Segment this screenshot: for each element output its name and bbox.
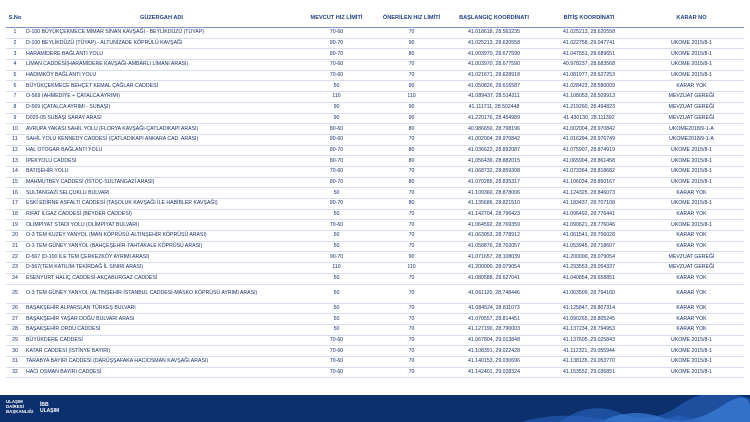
decision-number: MEVZUAT GEREĞİ	[639, 252, 744, 263]
row-number: 26	[6, 303, 24, 314]
current-speed-limit: 80-70	[299, 156, 374, 167]
proposed-speed-limit: 70	[374, 28, 449, 39]
end-coordinate: 41.125847, 28.807314	[539, 303, 639, 314]
start-coordinate: 41.135686, 28.821510	[449, 199, 539, 210]
proposed-speed-limit: 70	[374, 70, 449, 81]
proposed-speed-limit: 70	[374, 367, 449, 378]
start-coordinate: 41.003970, 28.677590	[449, 60, 539, 71]
proposed-speed-limit: 70	[374, 209, 449, 220]
decision-number: UKOME 2015/8-1	[639, 60, 744, 71]
end-coordinate: 41.096492, 28.776441	[539, 209, 639, 220]
current-speed-limit: 70-60	[299, 166, 374, 177]
decision-number: KARAR YOK	[639, 273, 744, 284]
end-coordinate: 41.022758, 29.047741	[539, 38, 639, 49]
route-name: İPEKYOLU CADDESİ	[24, 156, 299, 167]
proposed-speed-limit: 70	[374, 134, 449, 145]
current-speed-limit: 50	[299, 209, 374, 220]
route-name: HAL OTOGAR BAĞLANTI YOLU	[24, 145, 299, 156]
row-number: 16	[6, 188, 24, 199]
row-number: 27	[6, 314, 24, 325]
row-number: 20	[6, 231, 24, 242]
footer-bar	[0, 395, 750, 422]
proposed-speed-limit: 90	[374, 81, 449, 92]
current-speed-limit: 50	[299, 241, 374, 252]
row-number: 6	[6, 81, 24, 92]
current-speed-limit: 50	[299, 188, 374, 199]
proposed-speed-limit: 90	[374, 38, 449, 49]
route-name: KATAR CADDESİ (İSTİNYE BAYIRI)	[24, 346, 299, 357]
end-coordinate: 41.138135, 29.053770	[539, 356, 639, 367]
table-row	[6, 38, 744, 49]
transport-department-logo: ULAŞIM DAİRESİ BAŞKANLIĞI	[6, 399, 34, 414]
start-coordinate: 41.003970, 28.677590	[449, 49, 539, 60]
proposed-speed-limit: 80	[374, 199, 449, 210]
ibb-ulasim-logo: İBB ULAŞIM	[40, 402, 60, 414]
row-number: 5	[6, 70, 24, 81]
start-coordinate: 41.220176, 28.454989	[449, 113, 539, 124]
row-number: 8	[6, 102, 24, 113]
table-row	[6, 314, 744, 325]
row-number: 17	[6, 199, 24, 210]
current-speed-limit: 90-70	[299, 252, 374, 263]
start-coordinate: 41.127190, 28.790003	[449, 324, 539, 335]
table-row	[6, 166, 744, 177]
route-name: BAŞAKŞEHİR ALPARSLAN TÜRKEŞ BULVARI	[24, 303, 299, 314]
header-route-name: GÜZERGAH ADI	[24, 9, 299, 28]
start-coordinate: 41.021671, 28.628918	[449, 70, 539, 81]
current-speed-limit: 70-60	[299, 346, 374, 357]
current-speed-limit: 50	[299, 81, 374, 92]
proposed-speed-limit: 80	[374, 124, 449, 135]
start-coordinate: 41.036622, 28.892087	[449, 145, 539, 156]
row-number: 18	[6, 209, 24, 220]
row-number: 19	[6, 220, 24, 231]
row-number: 29	[6, 335, 24, 346]
start-coordinate: 41.140153, 29.030696	[449, 356, 539, 367]
end-coordinate: 41.002004, 28.970842	[539, 124, 639, 135]
table-row	[6, 60, 744, 71]
route-name: O-3 TEM GÜNEY YANYOL (BAHÇEŞEHİR-TAHTAKALE KÖPRÜSÜ ARASI)	[24, 241, 299, 252]
decision-number: UKOME 2015/8-1	[639, 335, 744, 346]
decision-number: UKOME 2015/8-1	[639, 367, 744, 378]
start-coordinate: 41.071657, 28.108039	[449, 252, 539, 263]
end-coordinate: 41.137234, 28.794953	[539, 324, 639, 335]
proposed-speed-limit: 80	[374, 177, 449, 188]
end-coordinate: 41.065904, 28.861458	[539, 156, 639, 167]
start-coordinate: 41.064592, 28.769359	[449, 220, 539, 231]
start-coordinate: 41.070557, 28.814451	[449, 314, 539, 325]
start-coordinate: 41.050826, 28.616587	[449, 81, 539, 92]
proposed-speed-limit: 70	[374, 231, 449, 242]
start-coordinate: 41.061120, 28.748446	[449, 284, 539, 303]
proposed-speed-limit: 70	[374, 314, 449, 325]
start-coordinate: 41.080588, 28.627041	[449, 273, 539, 284]
row-number: 1	[6, 28, 24, 39]
decision-number: KARAR YOK	[639, 231, 744, 242]
route-name: D020-05 SUBAŞI SARAY ARASI	[24, 113, 299, 124]
row-number: 24	[6, 273, 24, 284]
route-name: HARAMİDERE BAĞLANTI YOLU	[24, 49, 299, 60]
table-row	[6, 252, 744, 263]
route-name: SAHİL YOLU KENNEDY CADDESİ (ÇATLADIKAPI ANKARA CAD. ARASI)	[24, 134, 299, 145]
route-name: O-3 TEM GÜNEY YANYOL (ALTINŞEHİR İSTANBUL CADDESİ-MASKO KÖPRÜSÜ AYRIMI ARASI)	[24, 284, 299, 303]
row-number: 15	[6, 177, 24, 188]
table-row	[6, 92, 744, 103]
current-speed-limit: 70-60	[299, 356, 374, 367]
header-no: S.No	[6, 9, 24, 28]
current-speed-limit: 80-70	[299, 49, 374, 60]
current-speed-limit: 90	[299, 102, 374, 113]
row-number: 31	[6, 356, 24, 367]
proposed-speed-limit: 70	[374, 188, 449, 199]
end-coordinate: 41.040854, 28.658851	[539, 273, 639, 284]
end-coordinate: 41.112321, 29.055944	[539, 346, 639, 357]
end-coordinate: 41.063509, 28.794160	[539, 284, 639, 303]
current-speed-limit: 90	[299, 113, 374, 124]
row-number: 13	[6, 156, 24, 167]
header-proposed-limit: ÖNERİLEN HIZ LİMİTİ	[374, 9, 449, 28]
table-row	[6, 263, 744, 274]
proposed-speed-limit: 70	[374, 284, 449, 303]
end-coordinate: 41.183437, 28.707108	[539, 199, 639, 210]
decision-number: MEVZUAT GEREĞİ	[639, 92, 744, 103]
decision-number: UKOME 2015/8-1	[639, 356, 744, 367]
current-speed-limit: 50	[299, 303, 374, 314]
header-current-limit: MEVCUT HIZ LİMİTİ	[299, 9, 374, 28]
decision-number: KARAR YOK	[639, 209, 744, 220]
table-row	[6, 102, 744, 113]
header-start-coordinate: BAŞLANGIÇ KOORDİNATI	[449, 9, 539, 28]
start-coordinate: 41.063053, 28.778912	[449, 231, 539, 242]
decision-number: KARAR YOK	[639, 188, 744, 199]
row-number: 23	[6, 263, 24, 274]
proposed-speed-limit: 70	[374, 335, 449, 346]
end-coordinate: 41.025213, 28.620558	[539, 28, 639, 39]
end-coordinate: 41.200000, 28.079054	[539, 252, 639, 263]
decision-number: KARAR YOK	[639, 81, 744, 92]
current-speed-limit: 110	[299, 92, 374, 103]
decision-number: UKOME 2015/8-1	[639, 220, 744, 231]
row-number: 4	[6, 60, 24, 71]
proposed-speed-limit: 70	[374, 303, 449, 314]
decision-number: UKOME 2015/8-1	[639, 177, 744, 188]
current-speed-limit: 80-70	[299, 145, 374, 156]
current-speed-limit: 80-60	[299, 134, 374, 145]
route-name: RIFAT ILGAZ CADDESİ (BEYDER CADDESİ)	[24, 209, 299, 220]
proposed-speed-limit: 90	[374, 113, 449, 124]
current-speed-limit: 70-60	[299, 367, 374, 378]
end-coordinate: 41.108053, 28.509913	[539, 92, 639, 103]
end-coordinate: 41.106034, 28.850167	[539, 177, 639, 188]
table-header-row	[6, 9, 744, 28]
start-coordinate: 41.200000, 28.079054	[449, 263, 539, 274]
decision-number: KARAR YOK	[639, 324, 744, 335]
end-coordinate: 41.016294, 28.976749	[539, 134, 639, 145]
proposed-speed-limit: 70	[374, 356, 449, 367]
start-coordinate: 41.142704, 28.796423	[449, 209, 539, 220]
route-name: D-569 (ÇATALCA AYRIMI - SUBAŞI)	[24, 102, 299, 113]
decision-number: UKOME 2015/8-1	[639, 49, 744, 60]
speed-limit-table	[6, 9, 744, 378]
decision-number: KARAR YOK	[639, 303, 744, 314]
start-coordinate: 41.067804, 29.013848	[449, 335, 539, 346]
start-coordinate: 40.986650, 28.798196	[449, 124, 539, 135]
row-number: 10	[6, 124, 24, 135]
table-row	[6, 28, 744, 39]
current-speed-limit: 70-60	[299, 70, 374, 81]
decision-number: UKOME 2015/8-1	[639, 156, 744, 167]
start-coordinate: 41.025213, 28.620558	[449, 38, 539, 49]
table-row	[6, 241, 744, 252]
row-number: 28	[6, 324, 24, 335]
row-number: 12	[6, 145, 24, 156]
decision-number: UKOME 2015/8-1	[639, 199, 744, 210]
proposed-speed-limit: 70	[374, 60, 449, 71]
end-coordinate: 41.137605, 29.025843	[539, 335, 639, 346]
start-coordinate: 41.056439, 28.882015	[449, 156, 539, 167]
decision-number: MEVZUAT GEREĞİ	[639, 102, 744, 113]
end-coordinate: 41.075907, 28.874919	[539, 145, 639, 156]
start-coordinate: 41.108391, 29.022428	[449, 346, 539, 357]
end-coordinate: 41.219260, 28.494823	[539, 102, 639, 113]
current-speed-limit: 50	[299, 324, 374, 335]
start-coordinate: 41.109360, 28.878006	[449, 188, 539, 199]
proposed-speed-limit: 80	[374, 49, 449, 60]
start-coordinate: 41.018618, 28.563235	[449, 28, 539, 39]
route-name: BÜYÜKDERE CADDESİ	[24, 335, 299, 346]
row-number: 3	[6, 49, 24, 60]
end-coordinate: 41.073364, 28.818682	[539, 166, 639, 177]
table-row	[6, 273, 744, 284]
decision-number: MEVZUAT GEREĞİ	[639, 263, 744, 274]
current-speed-limit: 80-70	[299, 199, 374, 210]
route-name: BATIŞEHİR YOLU	[24, 166, 299, 177]
header-decision-no: KARAR NO	[639, 9, 744, 28]
table-row	[6, 303, 744, 314]
row-number: 2	[6, 38, 24, 49]
end-coordinate: 41.028423, 28.580009	[539, 81, 639, 92]
proposed-speed-limit: 110	[374, 92, 449, 103]
end-coordinate: 41.053945, 28.718607	[539, 241, 639, 252]
table-row	[6, 81, 744, 92]
proposed-speed-limit: 80	[374, 156, 449, 167]
start-coordinate: 41.058876, 28.702057	[449, 241, 539, 252]
decision-number: UKOME2018/9-1-A	[639, 134, 744, 145]
route-name: D-567(TEM KATILIM-TEKİRDAĞ İL SINIRI ARASI)	[24, 263, 299, 274]
current-speed-limit: 50	[299, 314, 374, 325]
decision-number: UKOME 2015/8-1	[639, 145, 744, 156]
current-speed-limit: 110	[299, 263, 374, 274]
table-row	[6, 356, 744, 367]
table-row	[6, 199, 744, 210]
row-number: 9	[6, 113, 24, 124]
table-row	[6, 134, 744, 145]
current-speed-limit: 70-60	[299, 220, 374, 231]
table-row	[6, 284, 744, 303]
decision-number: KARAR YOK	[639, 241, 744, 252]
row-number: 32	[6, 367, 24, 378]
table-row	[6, 346, 744, 357]
row-number: 25	[6, 284, 24, 303]
table-row	[6, 70, 744, 81]
end-coordinate: 41.090265, 28.805245	[539, 314, 639, 325]
decision-number: UKOME 2015/8-1	[639, 38, 744, 49]
proposed-speed-limit: 70	[374, 241, 449, 252]
table-row	[6, 209, 744, 220]
proposed-speed-limit: 90	[374, 102, 449, 113]
route-name: D-100 BÜYÜKÇEKMECE MİMAR SİNAN KAVŞAĞI - BEYLİKDÜZÜ (TÜYAP)	[24, 28, 299, 39]
start-coordinate: 41.084524, 28.811073	[449, 303, 539, 314]
current-speed-limit: 50	[299, 273, 374, 284]
table-row	[6, 156, 744, 167]
end-coordinate: 40.978237, 28.683568	[539, 60, 639, 71]
route-name: D-567 (D-100 İLE TEM ÇERKEZKÖY AYRIMI ARASI)	[24, 252, 299, 263]
route-name: SULTANGAZİ SELÇUKLU BULVARI	[24, 188, 299, 199]
proposed-speed-limit: 70	[374, 166, 449, 177]
decision-number: KARAR YOK	[639, 284, 744, 303]
table-row	[6, 220, 744, 231]
end-coordinate: 41.124325, 28.846073	[539, 188, 639, 199]
route-name: O-569 (AHMEDİYE + ÇATALCA AYRIMI)	[24, 92, 299, 103]
proposed-speed-limit: 70	[374, 346, 449, 357]
current-speed-limit: 70-60	[299, 60, 374, 71]
route-name: ESKİ EDİRNE ASFALTI CADDESİ (TAŞOLUK KAVŞAĞI İLE HABİBLER KAVŞAĞI)	[24, 199, 299, 210]
proposed-speed-limit: 90	[374, 252, 449, 263]
table-body	[6, 28, 744, 378]
row-number: 21	[6, 241, 24, 252]
route-name: BÜYÜKÇEKMECE BEHÇET KEMAL ÇAĞLAR CADDESİ	[24, 81, 299, 92]
end-coordinate: 41.081977, 28.627253	[539, 70, 639, 81]
table-row	[6, 367, 744, 378]
proposed-speed-limit: 80	[374, 145, 449, 156]
route-name: BAŞAKŞEHİR ORDU CADDESİ	[24, 324, 299, 335]
proposed-speed-limit: 110	[374, 263, 449, 274]
end-coordinate: 41.090621, 28.776046	[539, 220, 639, 231]
current-speed-limit: 50	[299, 284, 374, 303]
proposed-speed-limit: 70	[374, 220, 449, 231]
table-row	[6, 49, 744, 60]
table-row	[6, 145, 744, 156]
current-speed-limit: 70-60	[299, 28, 374, 39]
row-number: 14	[6, 166, 24, 177]
decision-number: UKOME 2015/8-1	[639, 346, 744, 357]
current-speed-limit: 80-70	[299, 177, 374, 188]
route-name: ESENYURT HALİÇ CADDESİ-AKÇABURGAZ CADDESİ	[24, 273, 299, 284]
start-coordinate: 41.068732, 28.859308	[449, 166, 539, 177]
proposed-speed-limit: 70	[374, 273, 449, 284]
row-number: 22	[6, 252, 24, 263]
decision-number: KARAR YOK	[639, 314, 744, 325]
decision-number	[639, 28, 744, 39]
header-end-coordinate: BİTİŞ KOORDİNATI	[539, 9, 639, 28]
route-name: TARABYA BAYIRI CADDESİ (DARÜŞŞAFAKA HACIOSMAN KAVŞAĞI ARASI)	[24, 356, 299, 367]
end-coordinate: 41.047551, 28.689651	[539, 49, 639, 60]
route-name: HACI OSMAN BAYIRI CADDESİ	[24, 367, 299, 378]
current-speed-limit: 80-60	[299, 124, 374, 135]
table-row	[6, 188, 744, 199]
table-row	[6, 231, 744, 242]
route-name: O-3 TEM KUZEY YANYOL (MAN KÖPRÜSÜ-ALTINŞEHİR KÖPRÜSÜ ARASI)	[24, 231, 299, 242]
route-name: LİMAN CADDESİ(HARAMİDERE KAVŞAĞI-AMBARLI LİMANI ARASI)	[24, 60, 299, 71]
proposed-speed-limit: 70	[374, 324, 449, 335]
route-name: AVRUPA YAKASI SAHİL YOLU (FLORYA KAVŞAĞI-ÇATLADIKAPI ARASI)	[24, 124, 299, 135]
start-coordinate: 41.089437, 28.514211	[449, 92, 539, 103]
row-number: 11	[6, 134, 24, 145]
row-number: 7	[6, 92, 24, 103]
end-coordinate: 41.153552, 29.036851	[539, 367, 639, 378]
table-row	[6, 335, 744, 346]
end-coordinate: 41.061541, 28.756028	[539, 231, 639, 242]
table-row	[6, 324, 744, 335]
current-speed-limit: 80-70	[299, 38, 374, 49]
route-name: MAHMUTBEY CADDESİ (İSTOÇ-SULTANGAZİ ARASI)	[24, 177, 299, 188]
decision-number: MEVZUAT GEREĞİ	[639, 113, 744, 124]
row-number: 30	[6, 346, 24, 357]
route-name: OLİMPİYAT STADI YOLU (OLİMPİYAT BULVARI)	[24, 220, 299, 231]
start-coordinate: 41.070285, 28.835317	[449, 177, 539, 188]
route-name: D-100 BEYLİKDÜZÜ (TÜYAP) - ALTUNİZADE KÖPRÜLÜ KAVŞAĞI	[24, 38, 299, 49]
start-coordinate: 41.111711, 28.502448	[449, 102, 539, 113]
decision-number: UKOME 2015/8-1	[639, 166, 744, 177]
current-speed-limit: 50	[299, 231, 374, 242]
table-row	[6, 177, 744, 188]
route-name: BAŞAKŞEHİR YAŞAR DOĞU BULVARI ARASI	[24, 314, 299, 325]
end-coordinate: 41.430130, 28.111392	[539, 113, 639, 124]
start-coordinate: 41.002004, 28.970842	[449, 134, 539, 145]
decision-number: UKOME2018/9-1-A	[639, 124, 744, 135]
wave-pattern-icon	[0, 395, 750, 422]
current-speed-limit: 70-60	[299, 335, 374, 346]
route-name: HADIMKÖY BAĞLANTI YOLU	[24, 70, 299, 81]
table-row	[6, 124, 744, 135]
start-coordinate: 41.142401, 29.028324	[449, 367, 539, 378]
table-row	[6, 113, 744, 124]
end-coordinate: 41.293553, 28.054337	[539, 263, 639, 274]
decision-number: UKOME 2015/8-1	[639, 70, 744, 81]
